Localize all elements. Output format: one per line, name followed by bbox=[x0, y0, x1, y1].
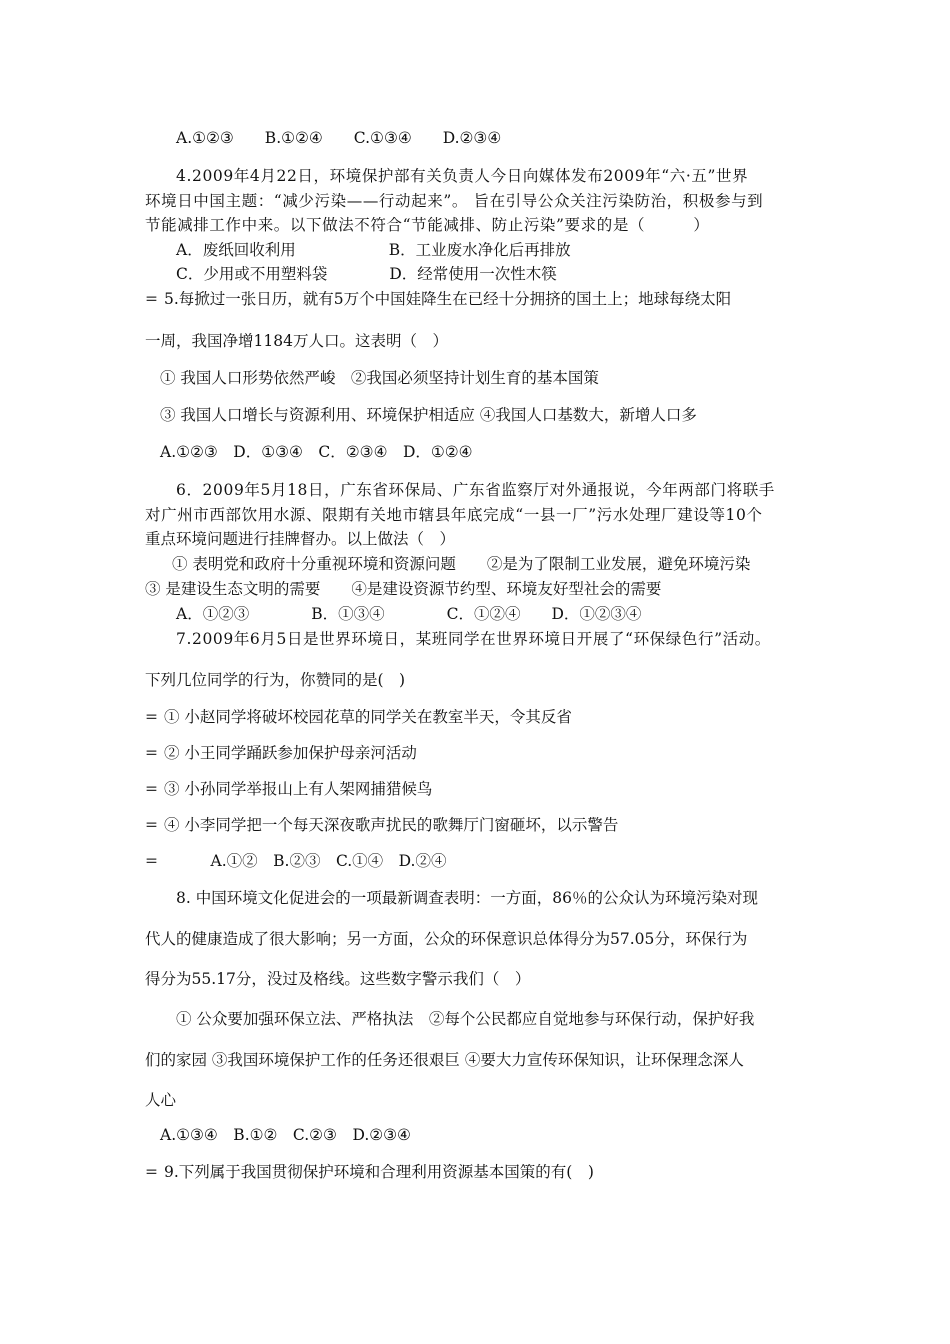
q8-stem-line-3: 得分为55.17分，没过及格线。这些数字警示我们（ ） bbox=[145, 970, 531, 988]
q7-statement-1-text: ① 小赵同学将破坏校园花草的同学关在教室半天，令其反省 bbox=[164, 708, 572, 726]
q7-statement-4 bbox=[145, 815, 618, 835]
q7-answer-options-text: A.①② B.②③ C.①④ D.②④ bbox=[164, 852, 447, 870]
q7-statement-3-text: ③ 小孙同学举报山上有人架网捕猎候鸟 bbox=[164, 780, 433, 798]
q7-stem-line-1: 7.2009年6月5日是世界环境日，某班同学在世界环境日开展了“环保绿色行”活动。 bbox=[176, 630, 771, 648]
q4-options-ab: A．废纸回收利用 B．工业废水净化后再排放 bbox=[176, 241, 571, 259]
q6-statements-1-2: ① 表明党和政府十分重视环境和资源问题 ②是为了限制工业发展，避免环境污染 bbox=[172, 555, 751, 573]
list-marker: = bbox=[145, 290, 158, 308]
q8-answer-options: A.①③④ B.①② C.②③ D.②③④ bbox=[160, 1126, 411, 1144]
list-marker: = bbox=[145, 708, 158, 726]
list-marker: = bbox=[145, 744, 158, 762]
q5-stem-line-1 bbox=[145, 289, 731, 309]
q7-statement-3 bbox=[145, 779, 432, 799]
q8-stem-line-2: 代人的健康造成了很大影响；另一方面，公众的环保意识总体得分为57.05分，环保行为 bbox=[145, 930, 748, 948]
q8-statements-line-3: 人心 bbox=[145, 1091, 177, 1109]
q5-statements-3-4: ③ 我国人口增长与资源利用、环境保护相适应 ④我国人口基数大，新增人口多 bbox=[160, 406, 697, 424]
q6-answer-options: A．①②③ B．①③④ C．①②④ D．①②③④ bbox=[176, 605, 642, 623]
list-marker: = bbox=[145, 1163, 158, 1181]
q7-statement-2-text: ② 小王同学踊跃参加保护母亲河活动 bbox=[164, 744, 417, 762]
q5-statements-1-2: ① 我国人口形势依然严峻 ②我国必须坚持计划生育的基本国策 bbox=[160, 369, 599, 387]
q6-stem-line-1: 6．2009年5月18日，广东省环保局、广东省监察厅对外通报说，今年两部门将联手 bbox=[176, 481, 775, 499]
q3-answer-options: A.①②③ B.①②④ C.①③④ D.②③④ bbox=[176, 129, 502, 147]
list-marker: = bbox=[145, 816, 158, 834]
q4-stem-line-2: 环境日中国主题：“减少污染——行动起来”。 旨在引导公众关注污染防治，积极参与到 bbox=[145, 192, 764, 210]
q7-statement-1 bbox=[145, 707, 572, 727]
q7-statement-4-text: ④ 小李同学把一个每天深夜歌声扰民的歌舞厅门窗砸坏，以示警告 bbox=[164, 816, 619, 834]
q4-options-cd: C．少用或不用塑料袋 D．经常使用一次性木筷 bbox=[176, 265, 557, 283]
q4-stem-line-1: 4.2009年4月22日，环境保护部有关负责人今日向媒体发布2009年“六·五”世界 bbox=[176, 167, 749, 185]
q5-stem-text: 5.每掀过一张日历，就有5万个中国娃降生在已经十分拥挤的国土上；地球每绕太阳 bbox=[164, 290, 732, 308]
q6-stem-line-2: 对广州市西部饮用水源、限期有关地市辖县年底完成“一县一厂”污水处理厂建设等10个 bbox=[145, 506, 763, 524]
list-marker: = bbox=[145, 852, 158, 870]
q9-stem bbox=[145, 1162, 594, 1182]
q7-stem-line-2: 下列几位同学的行为，你赞同的是( ) bbox=[145, 671, 406, 689]
q8-statements-line-1: ① 公众要加强环保立法、严格执法 ②每个公民都应自觉地参与环保行动，保护好我 bbox=[176, 1010, 755, 1028]
q4-stem-line-3: 节能减排工作中来。以下做法不符合“节能减排、防止污染”要求的是（ ） bbox=[145, 216, 710, 234]
list-marker: = bbox=[145, 780, 158, 798]
q6-stem-line-3: 重点环境问题进行挂牌督办。以上做法（ ） bbox=[145, 530, 456, 548]
q7-answer-options bbox=[145, 851, 446, 871]
q5-stem-line-2: 一周，我国净增1184万人口。这表明（ ） bbox=[145, 332, 448, 350]
q7-statement-2 bbox=[145, 743, 417, 763]
q5-answer-options: A.①②③ D．①③④ C．②③④ D．①②④ bbox=[160, 443, 473, 461]
q8-stem-line-1: 8. 中国环境文化促进会的一项最新调查表明：一方面，86％的公众认为环境污染对现 bbox=[176, 889, 758, 907]
q9-stem-text: 9.下列属于我国贯彻保护环境和合理利用资源基本国策的有( ) bbox=[164, 1163, 594, 1181]
q6-statements-3-4: ③ 是建设生态文明的需要 ④是建设资源节约型、环境友好型社会的需要 bbox=[145, 580, 662, 598]
q8-statements-line-2: 们的家园 ③我国环境保护工作的任务还很艰巨 ④要大力宣传环保知识，让环保理念深人 bbox=[145, 1051, 744, 1069]
